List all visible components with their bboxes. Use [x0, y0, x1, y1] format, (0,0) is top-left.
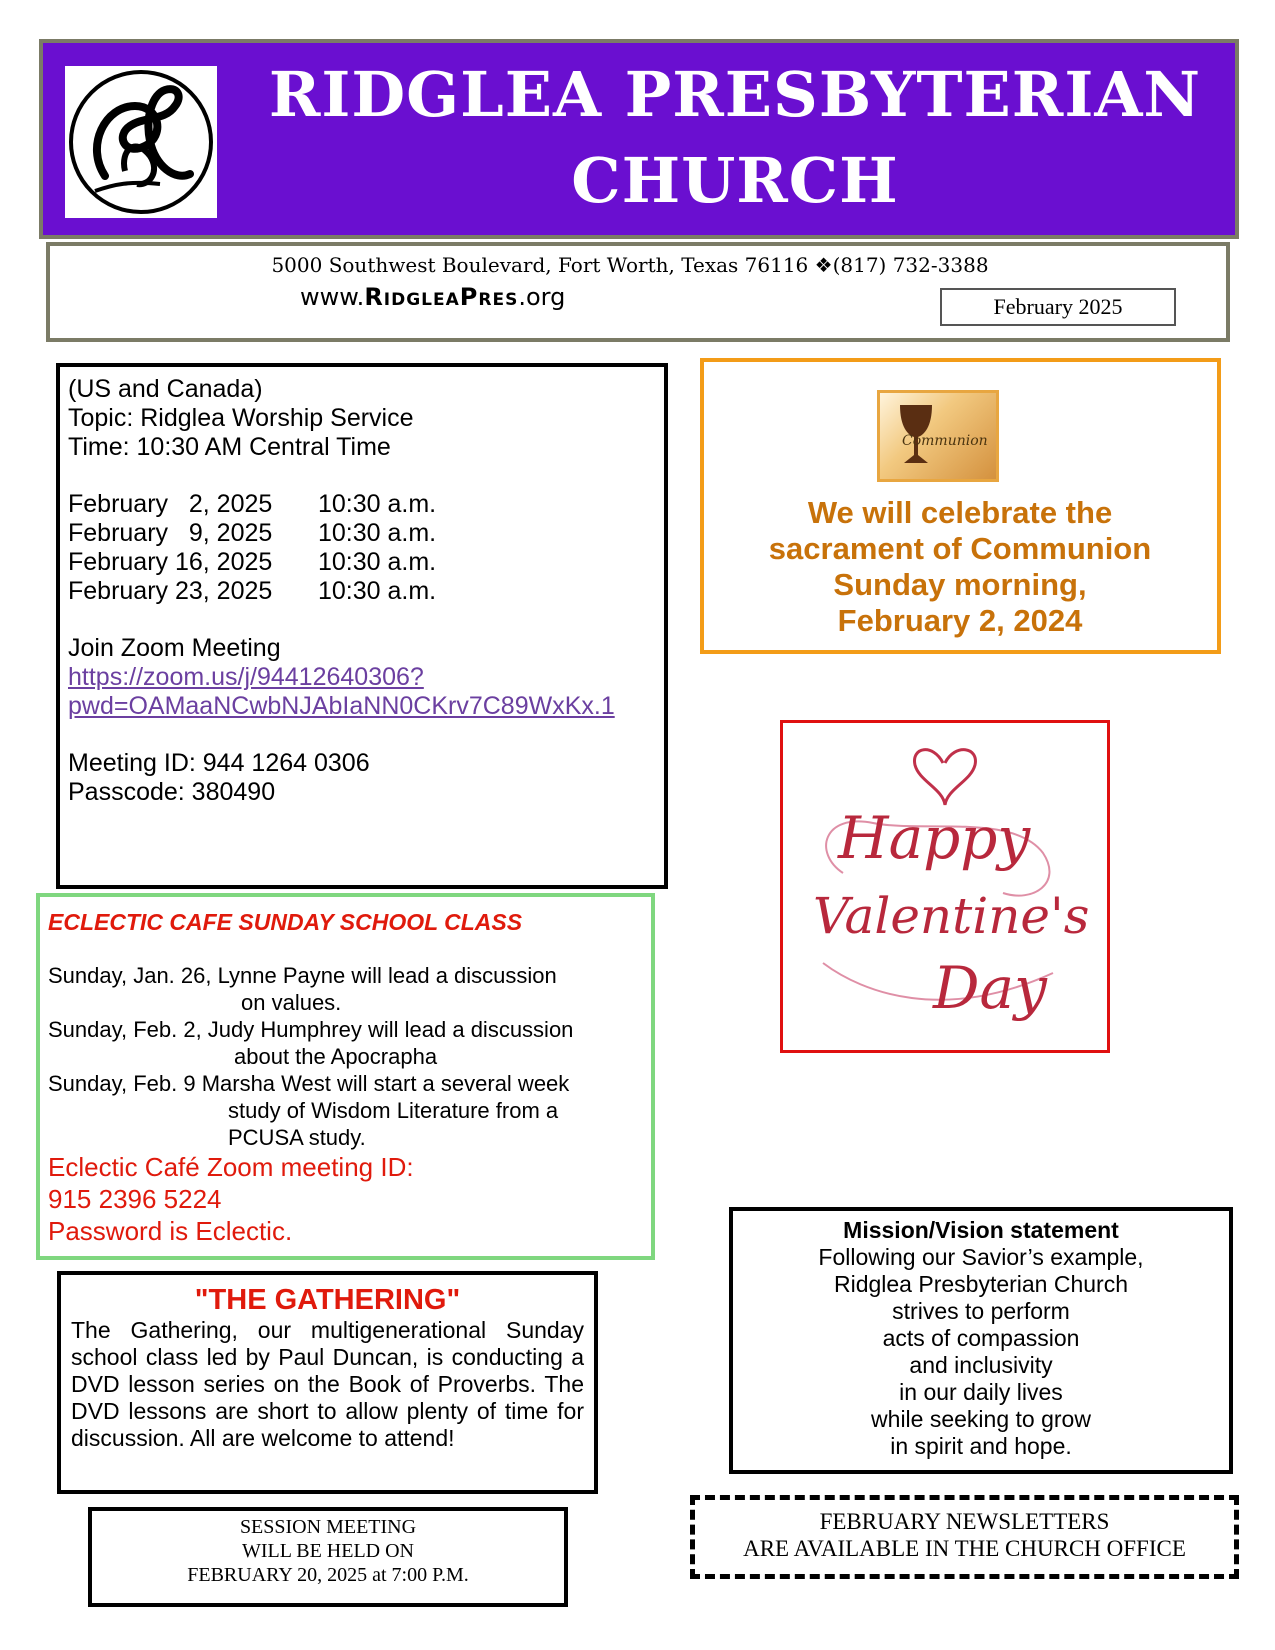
mission-line: strives to perform [892, 1298, 1070, 1324]
zoom-worship-box [56, 363, 668, 889]
eclectic-item: Sunday, Feb. 2, Judy Humphrey will lead a discussion [48, 1017, 574, 1042]
mission-line: Ridglea Presbyterian Church [833, 1271, 1129, 1297]
gathering-box [57, 1271, 598, 1494]
eclectic-cafe-box [36, 893, 655, 1260]
service-time: 10:30 a.m. [318, 548, 437, 576]
zoom-topic: Topic: Ridglea Worship Service [68, 404, 414, 432]
mission-statement-box [729, 1207, 1233, 1474]
newsletter-line: FEBRUARY NEWSLETTERS [819, 1509, 1110, 1534]
title-line-1: RIDGLEA PRESBYTERIAN [268, 58, 1202, 131]
church-address: 5000 Southwest Boulevard, Fort Worth, Texas 76116 ❖(817) 732-3388 [271, 253, 989, 277]
service-date: February 23, 2025 [68, 577, 273, 605]
eclectic-item-cont: study of Wisdom Literature from a [228, 1098, 559, 1123]
mission-line: Following our Savior’s example, [818, 1244, 1144, 1270]
communion-line: We will celebrate the [807, 495, 1113, 530]
communion-line: February 2, 2024 [837, 603, 1083, 638]
issue-date: February 2025 [940, 288, 1176, 326]
session-meeting-box [88, 1507, 568, 1607]
communion-line: Sunday morning, [833, 567, 1087, 602]
newsletter-notice [690, 1495, 1239, 1579]
eclectic-zoom-label: Eclectic Café Zoom meeting ID: [48, 1152, 414, 1182]
eclectic-item: Sunday, Jan. 26, Lynne Payne will lead a discussion [48, 963, 557, 988]
meeting-id: Meeting ID: 944 1264 0306 [68, 749, 370, 777]
newsletter-line: ARE AVAILABLE IN THE CHURCH OFFICE [743, 1536, 1186, 1561]
session-line: SESSION MEETING [239, 1516, 417, 1538]
service-time: 10:30 a.m. [318, 577, 437, 605]
service-time: 10:30 a.m. [318, 519, 437, 547]
mission-line: in spirit and hope. [890, 1433, 1072, 1459]
service-date: February 9, 2025 [68, 519, 273, 547]
chalice-icon [880, 393, 996, 479]
zoom-region: (US and Canada) [68, 375, 263, 403]
mission-line: in our daily lives [899, 1379, 1063, 1405]
web-prefix: www. [300, 283, 365, 311]
eclectic-item-cont: about the Apocrapha [234, 1044, 438, 1069]
gathering-body: The Gathering, our multigenerational Sunday school class led by Paul Duncan, is conducting a DVD lesson series on the Book of Proverbs. The DVD lessons are short to allow plenty of time for discussion. All are welcome to attend! [71, 1317, 584, 1451]
church-logo-icon [65, 66, 217, 218]
mission-line: while seeking to grow [871, 1406, 1091, 1432]
eclectic-item-cont: PCUSA study. [228, 1125, 366, 1150]
communion-announcement [715, 495, 1205, 639]
service-date-row [68, 577, 656, 606]
join-zoom-label: Join Zoom Meeting [68, 634, 281, 662]
eclectic-item-cont: on values. [241, 990, 342, 1015]
service-date: February 2, 2025 [68, 490, 273, 518]
page-title [240, 52, 1230, 224]
gathering-title: "THE GATHERING" [194, 1284, 461, 1316]
service-date-row [68, 519, 656, 548]
valentine-heart-icon [915, 750, 976, 805]
mission-title: Mission/Vision statement [843, 1217, 1119, 1243]
communion-image [877, 390, 999, 482]
valentine-word-2: Valentine's [813, 887, 1090, 945]
service-date-row [68, 548, 656, 577]
eclectic-zoom-id: 915 2396 5224 [48, 1184, 222, 1214]
mission-line: and inclusivity [909, 1352, 1053, 1378]
service-time: 10:30 a.m. [318, 490, 437, 518]
web-suffix: .org [518, 283, 566, 311]
web-name: RidgleaPres [364, 283, 519, 311]
eclectic-item: Sunday, Feb. 9 Marsha West will start a several week [48, 1071, 570, 1096]
mission-line: acts of compassion [882, 1325, 1080, 1351]
zoom-time: Time: 10:30 AM Central Time [68, 433, 391, 461]
session-line: WILL BE HELD ON [242, 1540, 414, 1562]
valentine-word-1: Happy [838, 804, 1031, 872]
service-date: February 16, 2025 [68, 548, 273, 576]
website-link[interactable] [300, 283, 565, 311]
eclectic-password: Password is Eclectic. [48, 1216, 293, 1246]
valentine-word-3: Day [933, 954, 1047, 1022]
title-line-2: CHURCH [571, 144, 899, 217]
zoom-link-line-2[interactable]: pwd=OAMaaNCwbNJAbIaNN0CKrv7C89WxKx.1 [68, 692, 615, 720]
zoom-link-line-1[interactable]: https://zoom.us/j/94412640306? [68, 663, 424, 691]
valentine-graphic [780, 720, 1110, 1053]
passcode: Passcode: 380490 [68, 778, 276, 806]
eclectic-title: ECLECTIC CAFE SUNDAY SCHOOL CLASS [48, 909, 523, 935]
communion-line: sacrament of Communion [768, 531, 1152, 566]
communion-image-label: Communion [902, 433, 988, 449]
service-date-row [68, 490, 656, 519]
session-line: FEBRUARY 20, 2025 at 7:00 P.M. [187, 1564, 469, 1586]
